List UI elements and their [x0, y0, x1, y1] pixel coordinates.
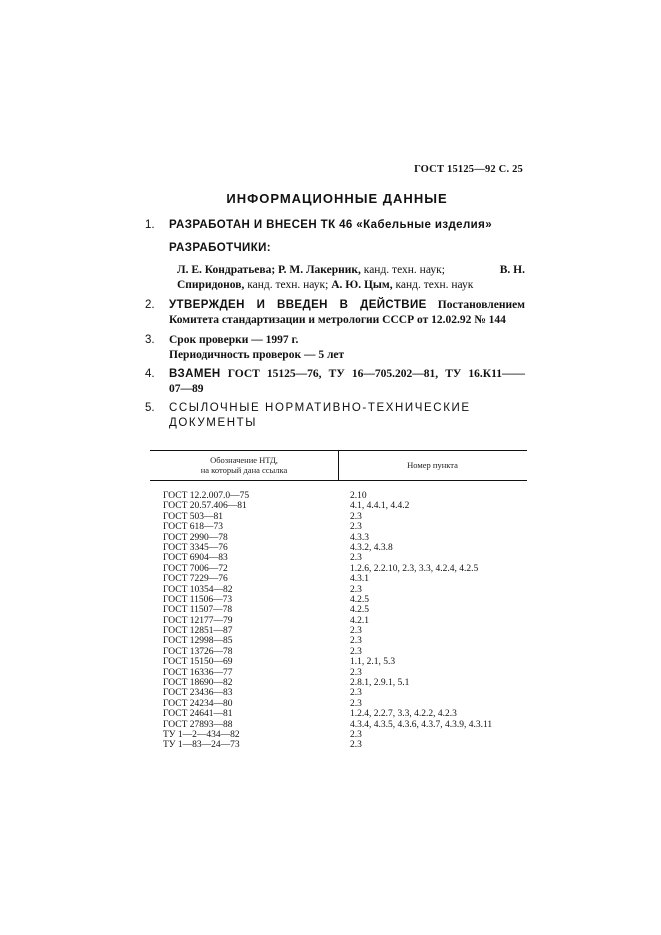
section-5-text: ССЫЛОЧНЫЕ НОРМАТИВНО-ТЕХНИЧЕСКИЕ ДОКУМЕНТЫ	[169, 402, 471, 429]
section-4-number: 4.	[145, 368, 155, 380]
table-header-clause: Номер пункта	[407, 460, 458, 470]
table-cell-designation: ГОСТ 503—81	[163, 511, 223, 522]
section-1	[145, 218, 525, 233]
section-3-line1: Срок проверки — 1997 г.	[169, 334, 299, 346]
table-header-designation	[150, 455, 338, 475]
table-cell-clause: 4.3.1	[350, 574, 369, 585]
table-cell-clause: 4.3.3	[350, 532, 369, 543]
section-2-number: 2.	[145, 299, 155, 311]
table-cell-clause: 1.1, 2.1, 5.3	[350, 657, 396, 668]
developers-name-3-cont: Спиридонов,	[177, 279, 245, 291]
table-header-designation-line1: Обозначение НТД,	[210, 455, 278, 465]
document-title: ИНФОРМАЦИОННЫЕ ДАННЫЕ	[226, 191, 448, 206]
section-3	[145, 333, 525, 363]
table-header-designation-line2: на который дана ссылка	[200, 465, 288, 475]
table-cell-clause: 4.2.1	[350, 615, 369, 626]
section-4-text: ГОСТ 15125—76, ТУ 16—705.202—81, ТУ 16.К11——07—89	[169, 368, 525, 395]
developers-degree-2: канд. техн. наук;	[244, 279, 332, 291]
table-cell-clause: 4.3.4, 4.3.5, 4.3.6, 4.3.7, 4.3.9, 4.3.11	[350, 719, 493, 730]
table-cell-designation: ТУ 1—2—434—82	[163, 729, 240, 740]
section-5-number: 5.	[145, 402, 155, 414]
table-cell-clause: 2.3	[350, 740, 362, 751]
table-cell-clause: 2.3	[350, 729, 362, 740]
table-cell-clause: 2.3	[350, 553, 362, 564]
developers-name-3: В. Н.	[499, 264, 525, 276]
table-cell-designation: ГОСТ 20.57.406—81	[163, 501, 247, 512]
table-cell-designation: ГОСТ 18690—82	[163, 678, 233, 689]
section-5	[145, 401, 525, 431]
developers-degree-3: канд. техн. наук	[392, 279, 474, 291]
table-cell-designation: ГОСТ 23436—83	[163, 688, 233, 699]
table-cell-clause: 2.3	[350, 667, 362, 678]
table-cell-designation: ГОСТ 6904—83	[163, 553, 228, 564]
section-2-text: Постановлением Комитета стандартизации и метрологии СССР от 12.02.92 № 144	[169, 299, 526, 326]
table-cell-clause: 2.3	[350, 636, 362, 647]
section-4-lead: ВЗАМЕН	[169, 368, 221, 380]
section-2	[145, 298, 525, 328]
table-cell-designation: ГОСТ 27893—88	[163, 719, 233, 730]
section-3-line2: Периодичность проверок — 5 лет	[169, 349, 345, 361]
developers-names-1: Л. Е. Кондратьева; Р. М. Лакерник,	[177, 264, 361, 276]
table-cell-designation: ГОСТ 12851—87	[163, 626, 233, 637]
table-cell-designation: ГОСТ 7006—72	[163, 563, 228, 574]
table-cell-clause: 4.1, 4.4.1, 4.4.2	[350, 501, 410, 512]
table-cell-designation: ГОСТ 16336—77	[163, 667, 233, 678]
table-cell-clause: 2.3	[350, 511, 362, 522]
table-cell-clause: 2.3	[350, 646, 362, 657]
table-cell-designation: ГОСТ 7229—76	[163, 574, 228, 585]
table-cell-designation: ГОСТ 11507—78	[163, 605, 233, 616]
table-cell-clause: 4.2.5	[350, 605, 369, 616]
table-header-rule	[150, 480, 527, 481]
developers-label: РАЗРАБОТЧИКИ:	[169, 242, 272, 254]
section-2-lead: УТВЕРЖДЕН И ВВЕДЕН В ДЕЙСТВИЕ	[169, 299, 427, 311]
table-cell-clause: 4.2.5	[350, 594, 369, 605]
table-cell-designation: ГОСТ 15150—69	[163, 657, 233, 668]
table-cell-designation: ГОСТ 12.2.007.0—75	[163, 491, 250, 501]
table-cell-clause: 1.2.4, 2.2.7, 3.3, 4.2.2, 4.2.3	[350, 709, 457, 720]
table-cell-clause: 2.3	[350, 522, 362, 533]
section-4	[145, 367, 525, 397]
table-cell-clause: 2.10	[350, 491, 367, 501]
table-cell-clause: 2.8.1, 2.9.1, 5.1	[350, 678, 410, 689]
table-cell-designation: ГОСТ 11506—73	[163, 594, 233, 605]
table-cell-clause: 2.3	[350, 688, 362, 699]
developers-list	[177, 263, 525, 293]
page-header: ГОСТ 15125—92 С. 25	[414, 164, 523, 175]
table-cell-designation: ГОСТ 3345—76	[163, 542, 228, 553]
table-cell-clause: 4.3.2, 4.3.8	[350, 542, 393, 553]
table-cell-designation: ГОСТ 618—73	[163, 522, 223, 533]
table-cell-designation: ГОСТ 12998—85	[163, 636, 233, 647]
section-1-text: РАЗРАБОТАН И ВНЕСЕН ТК 46 «Кабельные изделия»	[169, 219, 493, 231]
section-1-number: 1.	[145, 219, 155, 231]
table-cell-designation: ТУ 1—83—24—73	[163, 740, 240, 751]
table-cell-clause: 2.3	[350, 698, 362, 709]
section-3-number: 3.	[145, 334, 155, 346]
table-cell-designation: ГОСТ 10354—82	[163, 584, 233, 595]
developers-degree-1: канд. техн. наук;	[360, 264, 445, 276]
table-cell-designation: ГОСТ 12177—79	[163, 615, 233, 626]
table-cell-designation: ГОСТ 24234—80	[163, 698, 233, 709]
developers-name-4: А. Ю. Цым,	[331, 279, 393, 291]
table-cell-designation: ГОСТ 24641—81	[163, 709, 233, 720]
table-cell-designation: ГОСТ 2990—78	[163, 532, 228, 543]
table-cell-designation: ГОСТ 13726—78	[163, 646, 233, 657]
table-cell-clause: 2.3	[350, 626, 362, 637]
table-cell-clause: 1.2.6, 2.2.10, 2.3, 3.3, 4.2.4, 4.2.5	[350, 563, 479, 574]
table-cell-clause: 2.3	[350, 584, 362, 595]
